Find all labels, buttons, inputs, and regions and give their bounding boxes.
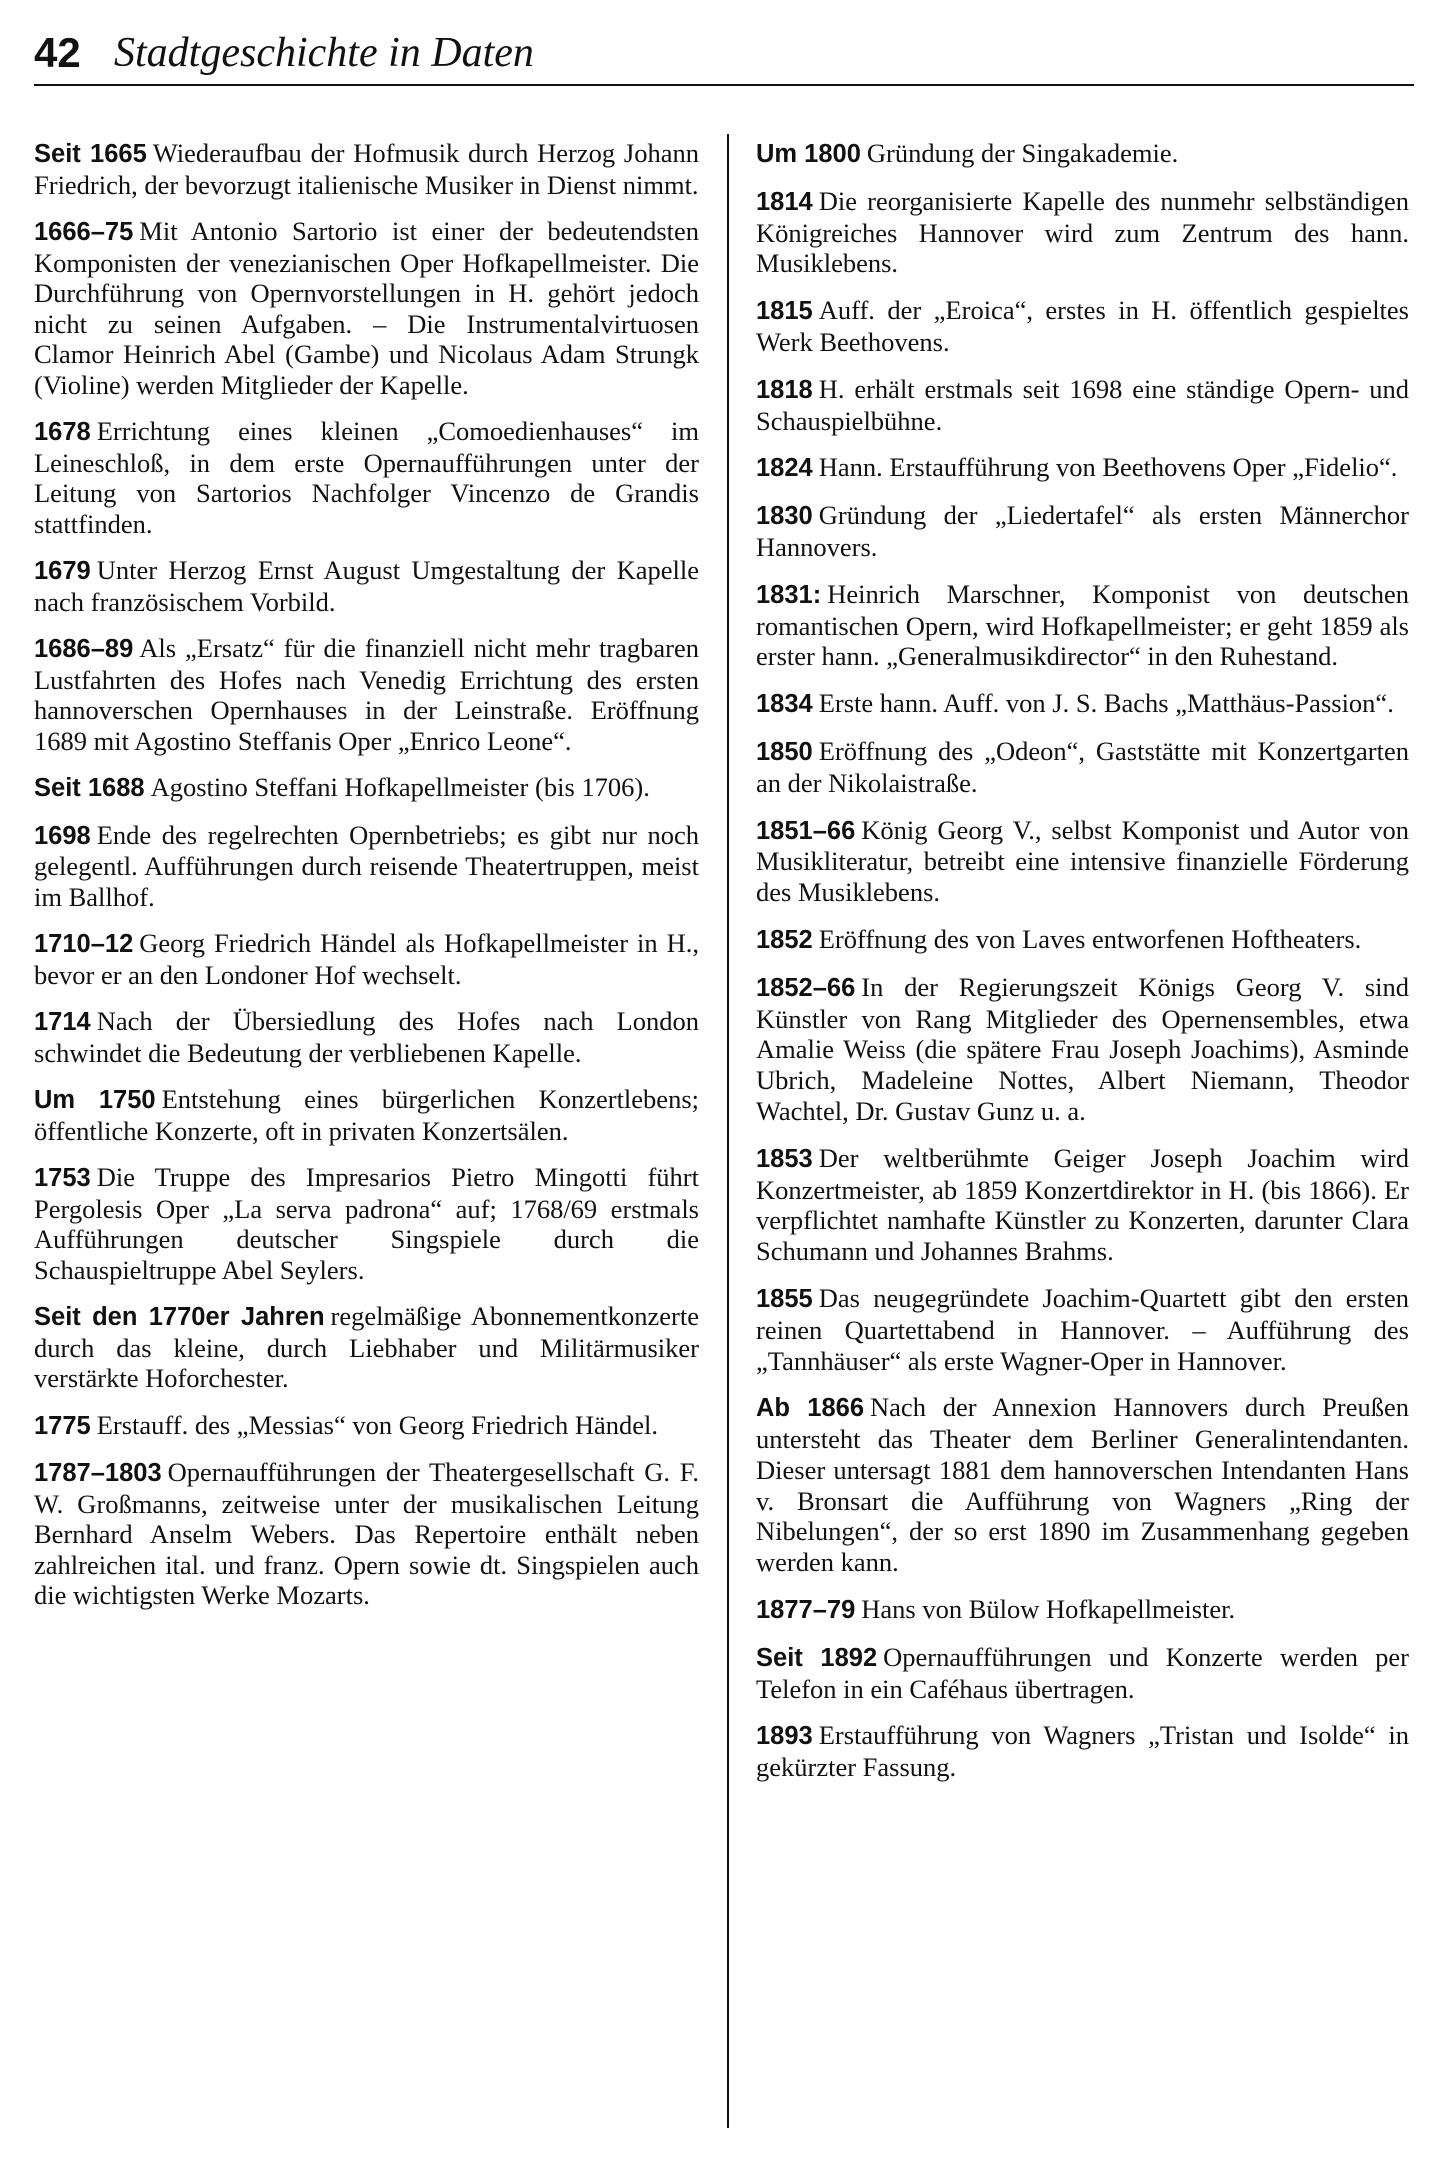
entry-date: 1686–89 bbox=[34, 635, 134, 663]
chronology-entry bbox=[34, 1457, 699, 1611]
chronology-entry bbox=[34, 216, 699, 400]
entry-text: regelmäßige Abonnementkonzerte durch das kleine, durch Liebhaber und Militärmusiker verstärkte Hoforchester. bbox=[34, 1301, 699, 1393]
entry-date: 1851–66 bbox=[756, 816, 856, 845]
left-column bbox=[34, 138, 699, 2128]
entry-text: H. erhält erstmals seit 1698 eine ständige Opern- und Schauspielbühne. bbox=[756, 373, 1409, 436]
entry-text: Die Truppe des Impresarios Pietro Mingotti führt Pergolesis Oper „La serva padrona“ auf; 1768/69 erstmals Aufführungen deutscher Singspiele durch die Schauspieltruppe Abel Seylers. bbox=[34, 1162, 699, 1285]
page-header bbox=[34, 26, 1414, 86]
chronology-entry bbox=[756, 924, 1409, 956]
entry-text: Erstaufführung von Wagners „Tristan und Isolde“ in gekürzter Fassung. bbox=[756, 1720, 1409, 1783]
chronology-entry bbox=[756, 579, 1409, 672]
entry-text: Mit Antonio Sartorio ist einer der bedeutendsten Komponisten der venezianischen Oper Hofkapellmeister. Die Durchführung von Opernvorstellungen in H. gehört jedoch nicht zu seinen Aufgaben. – Die Instrumentalvirtuosen Clamor Heinrich Abel (Gambe) und Nicolaus Adam Strungk (Violine) werden Mitglieder der Kapelle. bbox=[34, 216, 699, 400]
entry-date: 1666–75 bbox=[34, 218, 134, 246]
entry-text: Georg Friedrich Händel als Hofkapellmeister in H., bevor er an den Londoner Hof wechselt. bbox=[34, 928, 699, 990]
entry-date: 1852 bbox=[756, 925, 813, 954]
chronology-entry bbox=[756, 295, 1409, 358]
entry-date: 1710–12 bbox=[34, 930, 134, 958]
chronology-entry bbox=[756, 452, 1409, 484]
chronology-entry bbox=[756, 374, 1409, 437]
entry-date: 1775 bbox=[34, 1411, 91, 1440]
entry-date: 1830 bbox=[756, 502, 813, 531]
entry-date: 1753 bbox=[34, 1164, 91, 1192]
entry-date: Seit 1688 bbox=[34, 774, 145, 802]
chronology-entry bbox=[756, 736, 1409, 799]
entry-text: Das neugegründete Joachim-Quartett gibt den ersten reinen Quartettabend in Hannover. – Aufführung des „Tannhäuser“ als erste Wagner-Oper in Hannover. bbox=[756, 1282, 1409, 1376]
entry-text: Errichtung eines kleinen „Comoedienhauses“ im Leineschloß, in dem erste Opernaufführungen unter der Leitung von Sartorios Nachfolger Vincenzo de Grandis stattfinden. bbox=[34, 416, 699, 539]
chronology-entry bbox=[34, 820, 699, 913]
chronology-entry bbox=[34, 1006, 699, 1068]
entry-text: Erstauff. des „Messias“ von Georg Friedrich Händel. bbox=[96, 1409, 658, 1440]
chronology-entry bbox=[756, 1642, 1409, 1705]
entry-text: Die reorganisierte Kapelle des nunmehr selbständigen Königreiches Hannover wird zum Zentrum des hann. Musiklebens. bbox=[756, 185, 1409, 279]
entry-text: Opernaufführungen der Theatergesellschaft G. F. W. Großmanns, zeitweise unter der musikalischen Leitung Bernhard Anselm Webers. Das Repertoire enthält neben zahlreichen ital. und franz. Opern sowie dt. Singspielen auch die wichtigsten Werke Mozarts. bbox=[34, 1457, 699, 1610]
entry-date: 1831: bbox=[756, 580, 822, 609]
chronology-entry bbox=[34, 633, 699, 756]
chronology-entry bbox=[756, 138, 1409, 170]
entry-date: 1698 bbox=[34, 821, 91, 850]
entry-date: 1679 bbox=[34, 557, 91, 585]
entry-date: Ab 1866 bbox=[756, 1394, 865, 1423]
entry-text: Der weltberühmte Geiger Joseph Joachim wird Konzertmeister, ab 1859 Konzertdirektor in H. (bis 1866). Er verpflichtet namhafte Künstler zu Konzerten, darunter Clara Schumann und Johannes Brahms. bbox=[756, 1142, 1409, 1267]
entry-text: Als „Ersatz“ für die finanziell nicht mehr tragbaren Lustfahrten des Hofes nach Venedig Errichtung des ersten hannoverschen Opernhauses in der Leinstraße. Eröffnung 1689 mit Agostino Steffanis Oper „Enrico Leone“. bbox=[34, 633, 699, 756]
entry-date: 1852–66 bbox=[756, 973, 856, 1002]
chronology-entry bbox=[756, 1720, 1409, 1783]
chronology-entry bbox=[756, 186, 1409, 279]
entry-text: Eröffnung des „Odeon“, Gaststätte mit Konzertgarten an der Nikolaistraße. bbox=[756, 735, 1409, 798]
entry-text: Hans von Bülow Hofkapellmeister. bbox=[861, 1594, 1236, 1625]
chronology-entry bbox=[756, 1594, 1409, 1626]
entry-text: Ende des regelrechten Opernbetriebs; es gibt nur noch gelegentl. Aufführungen durch reisende Theatertruppen, meist im Ballhof. bbox=[34, 819, 699, 912]
entry-date: 1818 bbox=[756, 375, 813, 404]
entry-text: Opernaufführungen und Konzerte werden per Telefon in ein Caféhaus übertragen. bbox=[756, 1641, 1409, 1704]
chronology-entry bbox=[34, 1301, 699, 1394]
chronology-entry bbox=[34, 416, 699, 539]
chronology-entry bbox=[756, 688, 1409, 720]
entry-date: 1815 bbox=[756, 297, 813, 326]
entry-date: 1678 bbox=[34, 418, 91, 446]
entry-date: 1855 bbox=[756, 1284, 813, 1313]
chronology-entry bbox=[756, 972, 1409, 1127]
page-number: 42 bbox=[34, 29, 81, 76]
chronology-entry bbox=[756, 1143, 1409, 1267]
entry-date: 1824 bbox=[756, 454, 813, 483]
entry-text: Entstehung eines bürgerlichen Konzertlebens; öffentliche Konzerte, oft in privaten Konzertsälen. bbox=[34, 1084, 699, 1146]
chronology-entry bbox=[34, 1410, 699, 1442]
chronology-entry bbox=[34, 1162, 699, 1285]
entry-text: Nach der Annexion Hannovers durch Preußen untersteht das Theater dem Berliner Generalintendanten. Dieser untersagt 1881 dem hannoverschen Intendanten Hans v. Bronsart die Aufführung von Wagners „Ring der Nibelungen“, der so erst 1890 im Zusammenhang gegeben werden kann. bbox=[756, 1392, 1409, 1578]
column-divider bbox=[727, 134, 729, 2128]
chronology-entry bbox=[34, 555, 699, 617]
entry-text: Auff. der „Eroica“, erstes in H. öffentlich gespieltes Werk Beethovens. bbox=[756, 295, 1409, 357]
running-title: Stadtgeschichte in Daten bbox=[114, 30, 534, 76]
entry-date: Um 1800 bbox=[756, 140, 861, 168]
entry-text: Nach der Übersiedlung des Hofes nach London schwindet die Bedeutung der verbliebenen Kapelle. bbox=[34, 1006, 699, 1068]
entry-text: Gründung der „Liedertafel“ als ersten Männerchor Hannovers. bbox=[756, 500, 1409, 562]
entry-date: 1814 bbox=[756, 187, 813, 216]
right-column bbox=[756, 138, 1409, 2128]
chronology-entry bbox=[34, 928, 699, 990]
entry-date: 1714 bbox=[34, 1008, 91, 1036]
chronology-entry bbox=[756, 1392, 1409, 1578]
entry-date: 1850 bbox=[756, 737, 813, 766]
chronology-entry bbox=[34, 772, 699, 804]
entry-text: Unter Herzog Ernst August Umgestaltung der Kapelle nach französischem Vorbild. bbox=[34, 555, 699, 617]
entry-text: Hann. Erstaufführung von Beethovens Oper „Fidelio“. bbox=[818, 452, 1398, 483]
entry-text: Wiederaufbau der Hofmusik durch Herzog Johann Friedrich, der bevorzugt italienische Musiker in Dienst nimmt. bbox=[34, 138, 699, 200]
chronology-entry bbox=[756, 1283, 1409, 1376]
entry-text: Agostino Steffani Hofkapellmeister (bis 1706). bbox=[150, 772, 650, 802]
entry-date: Seit den 1770er Jahren bbox=[34, 1303, 325, 1331]
entry-date: 1787–1803 bbox=[34, 1459, 162, 1487]
entry-text: Eröffnung des von Laves entworfenen Hoftheaters. bbox=[818, 923, 1362, 954]
entry-text: König Georg V., selbst Komponist und Autor von Musikliteratur, betreibt eine intensive finanzielle Förderung des Musiklebens. bbox=[756, 814, 1409, 908]
chronology-entry bbox=[34, 1084, 699, 1146]
entry-text: Erste hann. Auff. von J. S. Bachs „Matthäus-Passion“. bbox=[818, 688, 1394, 719]
entry-date: 1893 bbox=[756, 1722, 813, 1751]
chronology-entry bbox=[756, 815, 1409, 908]
entry-text: In der Regierungszeit Königs Georg V. sind Künstler von Rang Mitglieder des Opernensembles, etwa Amalie Weiss (die spätere Frau Joseph Joachims), Asminde Ubrich, Madeleine Nottes, Albert Niemann, Theodor Wachtel, Dr. Gustav Gunz u. a. bbox=[756, 971, 1409, 1126]
entry-date: Um 1750 bbox=[34, 1086, 156, 1114]
entry-date: 1853 bbox=[756, 1144, 813, 1173]
entry-text: Heinrich Marschner, Komponist von deutschen romantischen Opern, wird Hofkapellmeister; er geht 1859 als erster hann. „Generalmusikdirector“ in den Ruhestand. bbox=[756, 578, 1409, 672]
entry-text: Gründung der Singakademie. bbox=[866, 138, 1179, 168]
entry-date: Seit 1665 bbox=[34, 140, 147, 168]
entry-date: Seit 1892 bbox=[756, 1643, 878, 1672]
chronology-entry bbox=[756, 500, 1409, 563]
entry-date: 1834 bbox=[756, 690, 813, 719]
chronology-entry bbox=[34, 138, 699, 200]
entry-date: 1877–79 bbox=[756, 1596, 856, 1625]
